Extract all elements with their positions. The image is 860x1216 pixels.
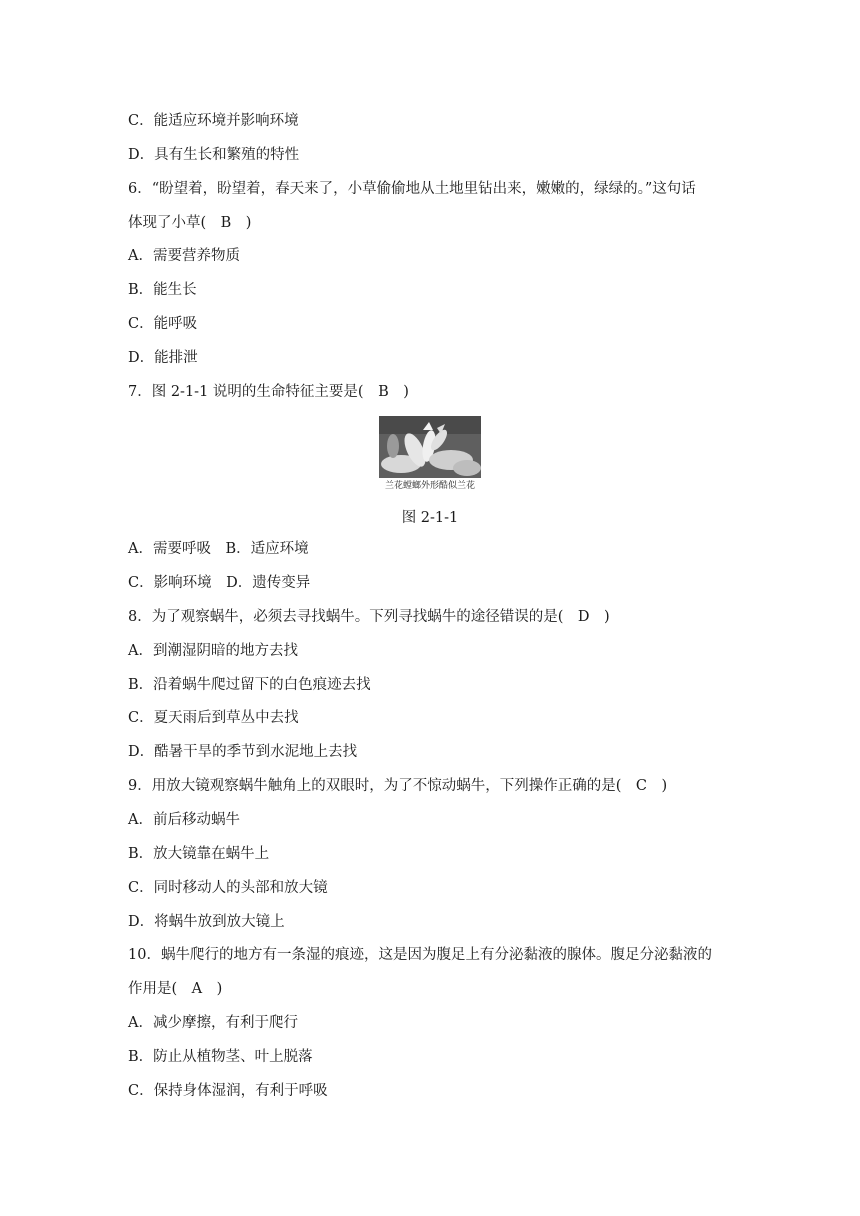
- q9-option-c: C．同时移动人的头部和放大镜: [128, 880, 328, 896]
- q8-option-b: B．沿着蜗牛爬过留下的白色痕迹去找: [128, 677, 371, 693]
- q9-option-a: A．前后移动蜗牛: [128, 812, 240, 828]
- q9-option-b: B．放大镜靠在蜗牛上: [128, 846, 270, 862]
- q8-option-a: A．到潮湿阴暗的地方去找: [128, 643, 298, 659]
- orchid-mantis-photo: [379, 416, 481, 478]
- q10-stem-line1: 10．蜗牛爬行的地方有一条湿的痕迹，这是因为腹足上有分泌黏液的腺体。腹足分泌黏液的: [128, 947, 712, 963]
- q10-option-b: B．防止从植物茎、叶上脱落: [128, 1049, 313, 1065]
- q10-option-a: A．减少摩擦，有利于爬行: [128, 1015, 298, 1031]
- q6-stem-line2: 体现了小草( B ): [128, 215, 252, 231]
- orchid-mantis-image: [379, 416, 481, 478]
- q5-option-d: D．具有生长和繁殖的特性: [128, 147, 300, 163]
- q8-stem: 8．为了观察蜗牛，必须去寻找蜗牛。下列寻找蜗牛的途径错误的是( D ): [128, 609, 610, 625]
- q7-options-ab: A．需要呼吸 B．适应环境: [128, 541, 309, 557]
- q10-option-c: C．保持身体湿润，有利于呼吸: [128, 1083, 328, 1099]
- q6-option-b: B．能生长: [128, 282, 197, 298]
- figure-inline-caption: 兰花螳螂外形酷似兰花: [379, 478, 481, 494]
- q6-option-c: C．能呼吸: [128, 316, 198, 332]
- q8-option-c: C．夏天雨后到草丛中去找: [128, 710, 299, 726]
- q6-option-a: A．需要营养物质: [128, 248, 240, 264]
- figure-title: 图 2-1-1: [401, 510, 459, 526]
- q7-stem: 7．图 2-1-1 说明的生命特征主要是( B ): [128, 384, 409, 400]
- q10-stem-line2: 作用是( A ): [128, 981, 223, 997]
- q9-stem: 9．用放大镜观察蜗牛触角上的双眼时，为了不惊动蜗牛，下列操作正确的是( C ): [128, 778, 668, 794]
- q8-option-d: D．酷暑干旱的季节到水泥地上去找: [128, 744, 358, 760]
- q6-stem-line1: 6．“盼望着，盼望着，春天来了，小草偷偷地从土地里钻出来，嫩嫩的，绿绿的。”这句话: [128, 181, 696, 197]
- q7-options-cd: C．影响环境 D．遗传变异: [128, 575, 311, 591]
- q6-option-d: D．能排泄: [128, 350, 198, 366]
- orchid-mantis-figure: [379, 416, 481, 494]
- q9-option-d: D．将蜗牛放到放大镜上: [128, 914, 285, 930]
- q5-option-c: C．能适应环境并影响环境: [128, 113, 299, 129]
